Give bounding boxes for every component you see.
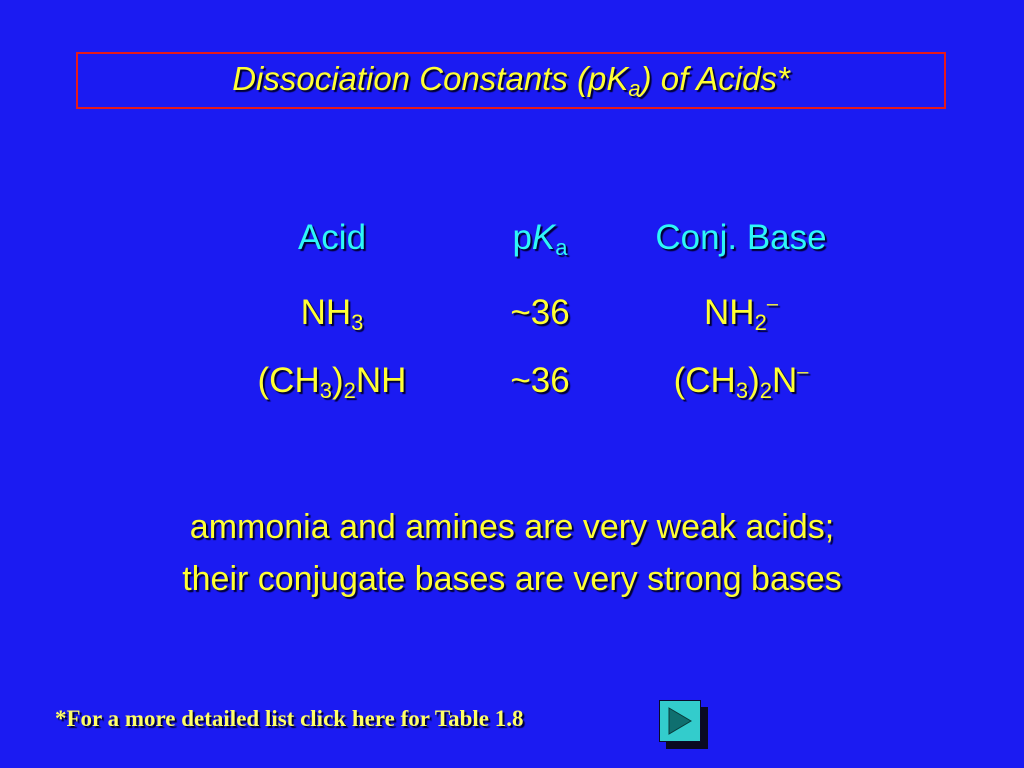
table-link[interactable]: *For a more detailed list click here for Table 1.8 <box>55 706 524 731</box>
title-box <box>76 52 946 109</box>
row2-acid: $(CH_3)_2NH$ <box>257 361 407 403</box>
header-pka: $pK_a$ <box>512 218 568 260</box>
row1-pka: ~36 <box>510 293 570 332</box>
row1-conj-base: $NH_2^-$ <box>704 293 778 335</box>
header-conj-base: Conj. Base <box>655 218 827 257</box>
note-line-1: ammonia and amines are very weak acids; <box>189 508 835 546</box>
header-acid: Acid <box>297 218 367 257</box>
slide-title: Dissociation Constants $(pK_a)$ of Acids* <box>232 59 790 101</box>
note-line-2: their conjugate bases are very strong bases <box>182 560 842 598</box>
row2-conj-base: $(CH_3)_2N^-$ <box>673 361 809 403</box>
play-icon <box>667 706 693 736</box>
row1-acid: $NH_3$ <box>300 293 364 335</box>
row2-pka: ~36 <box>510 361 570 400</box>
next-button[interactable] <box>659 700 701 742</box>
